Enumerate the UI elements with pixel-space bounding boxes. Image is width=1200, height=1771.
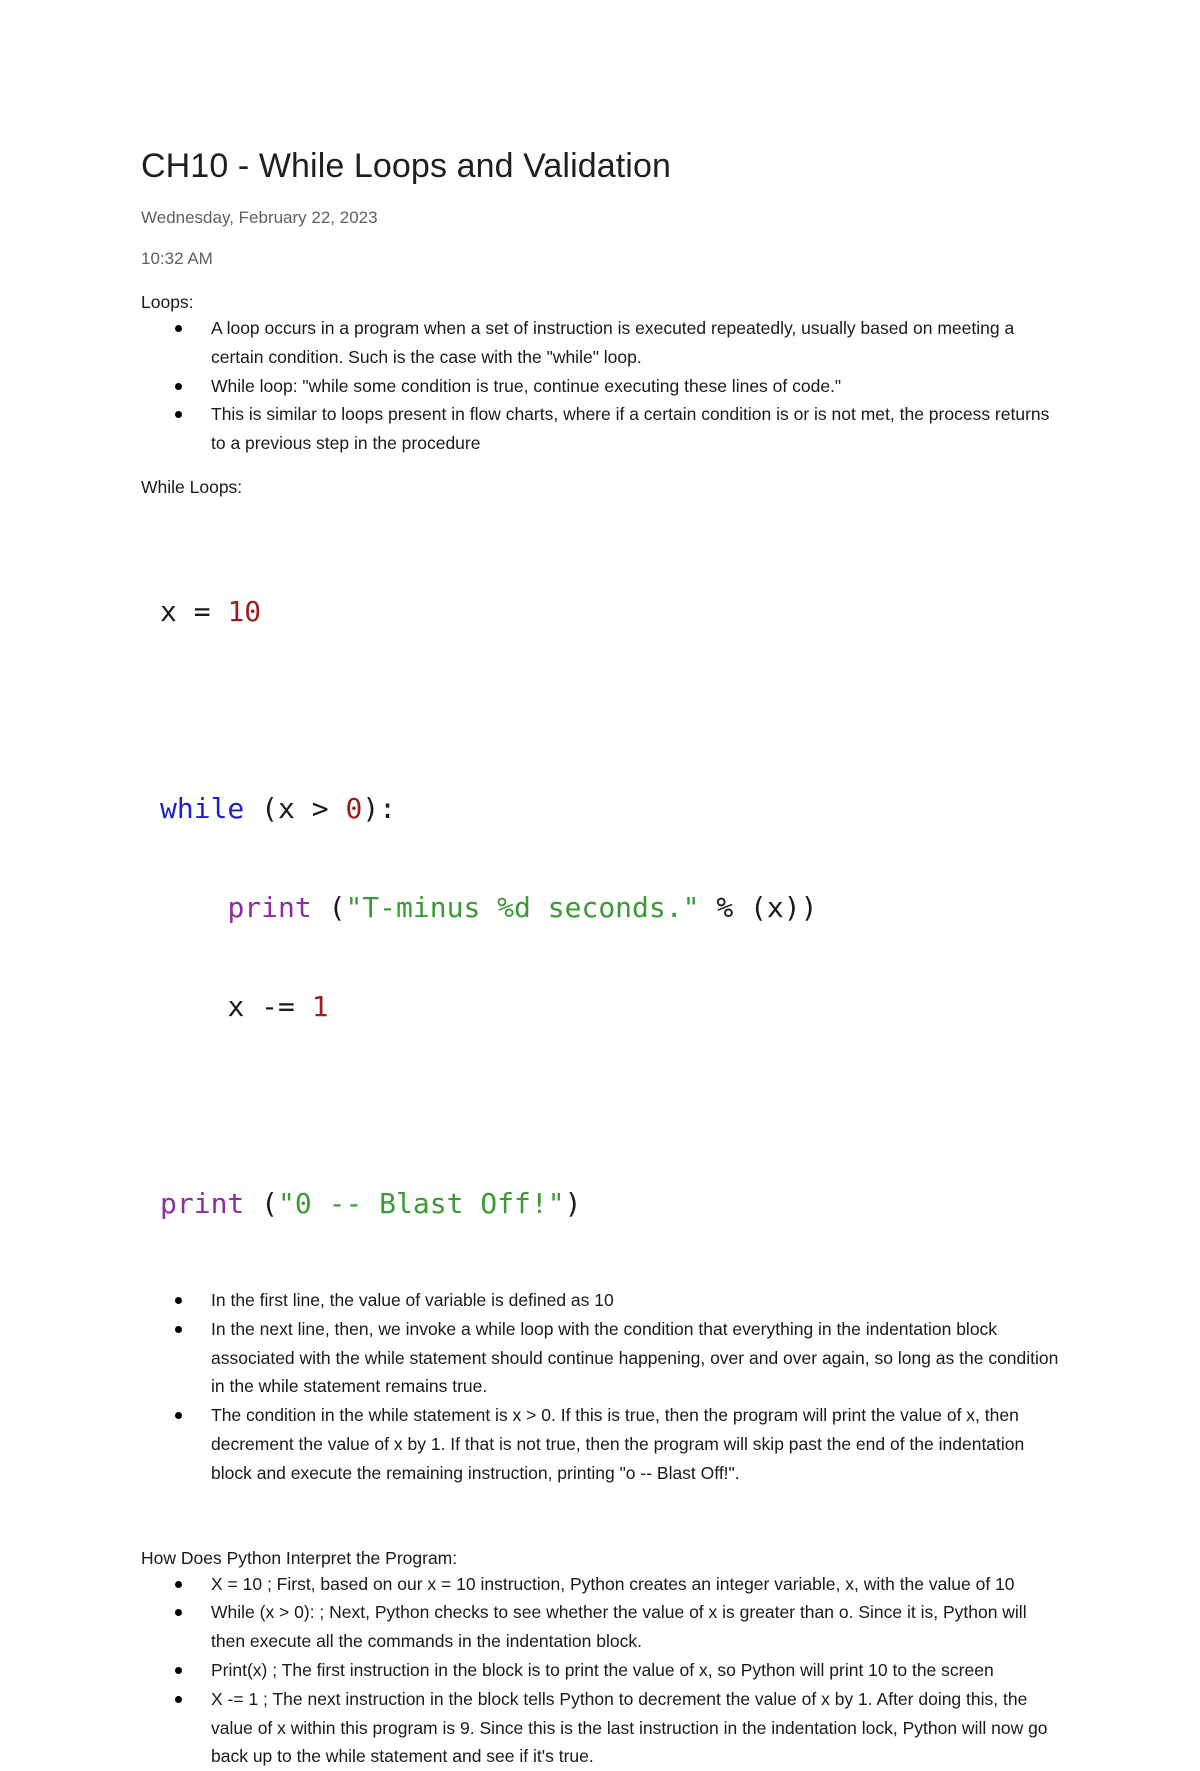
bullet-icon — [175, 1581, 182, 1588]
list-item-text: While (x > 0): ; Next, Python checks to see whether the value of x is greater than o. Since it is, Python will then execute all the commands in the indentation block. — [211, 1602, 1027, 1652]
code-snippet — [160, 529, 1061, 1286]
list-item — [141, 1598, 1061, 1656]
code-line-3 — [160, 891, 1061, 924]
note-time: 10:32 AM — [141, 249, 213, 268]
list-item-text: A loop occurs in a program when a set of instruction is executed repeatedly, usually based on meeting a certain condition. Such is the case with the "while" loop. — [211, 318, 1015, 367]
list-item-text: This is similar to loops present in flow charts, where if a certain condition is or is not met, the process returns to a previous step in the procedure — [211, 404, 1050, 454]
list-item — [141, 1315, 1061, 1401]
code-token: % (x)) — [699, 890, 818, 924]
list-item — [141, 1570, 1061, 1599]
bullet-icon — [175, 411, 182, 418]
code-token: 10 — [227, 594, 262, 628]
code-line-2 — [160, 792, 1061, 825]
code-token: 0 — [345, 791, 363, 825]
list-item — [141, 372, 1061, 401]
list-item-text: In the next line, then, we invoke a while loop with the condition that everything in the indentation block associated with the while statement should continue happening, over and over again, so long as the condition in the while statement remains true. — [211, 1318, 1059, 1397]
list-item-text: X = 10 ; First, based on our x = 10 instruction, Python creates an integer variable, x, with the value of 10 — [211, 1573, 1015, 1594]
while-loops-list — [141, 1286, 1061, 1488]
bullet-icon — [175, 1609, 182, 1616]
note-page — [141, 140, 1061, 1771]
code-blank-line — [160, 1089, 1061, 1121]
code-token: ( — [244, 1186, 279, 1220]
code-blank-line — [160, 694, 1061, 726]
list-item-text: X -= 1 ; The next instruction in the block tells Python to decrement the value of x by 1. After doing this, the value of x within this program is 9. Since this is the last instruction in the indentation lock, Python will now go back up to the while statement and see if it's true. — [211, 1688, 1048, 1767]
bullet-icon — [175, 325, 182, 332]
bullet-icon — [175, 1667, 182, 1674]
code-keyword: while — [160, 791, 245, 825]
loops-heading: Loops: — [141, 292, 194, 312]
bullet-icon — [175, 1297, 182, 1304]
code-token: = — [176, 594, 228, 628]
list-item — [141, 1656, 1061, 1685]
list-item-text: While loop: "while some condition is true, continue executing these lines of code." — [211, 375, 842, 396]
code-token: ( — [311, 890, 346, 924]
code-function: print — [227, 890, 312, 924]
list-item-text: Print(x) ; The first instruction in the block is to print the value of x, so Python will print 10 to the screen — [211, 1659, 994, 1680]
code-indent — [160, 891, 227, 924]
list-item — [141, 1286, 1061, 1315]
code-token: ) — [564, 1186, 582, 1220]
list-item-text: In the first line, the value of variable is defined as 10 — [211, 1289, 614, 1310]
note-date: Wednesday, February 22, 2023 — [141, 208, 378, 227]
list-item — [141, 1401, 1061, 1487]
code-line-4 — [160, 990, 1061, 1023]
list-item-text: The condition in the while statement is x > 0. If this is true, then the program will print the value of x, then decrement the value of x by 1. If that is not true, then the program will skip past the end of the indentation block and execute the remaining instruction, printing "o -- Blast Off!". — [211, 1405, 1025, 1483]
code-line-5 — [160, 1187, 1061, 1220]
code-token: 1 — [311, 989, 329, 1023]
how-python-interprets-list — [141, 1570, 1061, 1771]
code-token: x -= — [227, 989, 312, 1023]
code-function: print — [160, 1186, 245, 1220]
bullet-icon — [175, 1412, 182, 1419]
bullet-icon — [175, 1696, 182, 1703]
code-string: "T-minus %d seconds." — [345, 890, 700, 924]
while-loops-heading: While Loops: — [141, 476, 243, 497]
how-python-interprets-heading: How Does Python Interpret the Program: — [141, 1547, 458, 1568]
bullet-icon — [175, 1326, 182, 1333]
code-token: (x > — [244, 791, 346, 825]
code-token: x — [160, 594, 177, 628]
code-indent — [160, 990, 227, 1023]
code-string: "0 -- Blast Off!" — [278, 1186, 565, 1220]
page-title: CH10 - While Loops and Validation — [141, 147, 671, 185]
code-token: ): — [362, 791, 397, 825]
list-item — [141, 400, 1061, 458]
loops-list — [141, 314, 1061, 458]
code-line-1 — [160, 595, 1061, 628]
list-item — [141, 314, 1061, 372]
bullet-icon — [175, 383, 182, 390]
list-item — [141, 1685, 1061, 1771]
